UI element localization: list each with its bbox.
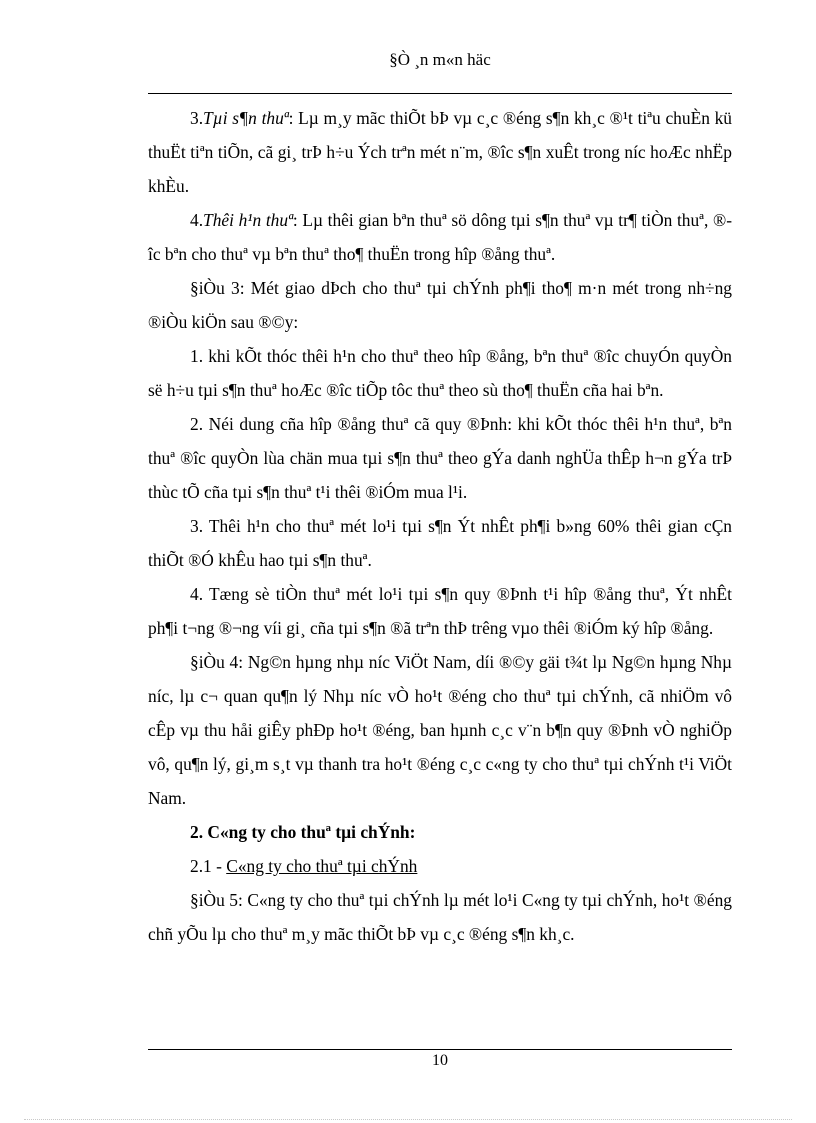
document-body — [148, 101, 732, 951]
paragraph-lease-term — [148, 203, 732, 271]
paragraph-leased-asset — [148, 101, 732, 203]
definition-text: : Lµ thêi gian bªn thuª sö dông tµi s¶n thuª vµ tr¶ tiÒn thuª, ®îc bªn cho thuª vµ bªn thuª tho¶ thuËn trong hîp ®ång thuª. — [148, 210, 732, 264]
paragraph-article-5: §iÒu 5: C«ng ty cho thuª tµi chÝnh lµ mét lo¹i C«ng ty tµi chÝnh, ho¹t ®éng chñ yÕu lµ cho thuª m¸y mãc thiÕt bÞ vµ c¸c ®éng s¶n kh¸c. — [148, 890, 732, 944]
subsection-heading — [148, 849, 732, 883]
footer-divider — [148, 1049, 732, 1050]
term-leased-asset: Tµi s¶n thuª — [203, 108, 289, 128]
page-boundary — [24, 1119, 792, 1120]
item-number: 3. — [190, 108, 204, 128]
header-divider — [148, 93, 732, 94]
paragraph-condition-3: 3. Thêi h¹n cho thuª mét lo¹i tµi s¶n Ýt nhÊt ph¶i b»ng 60% thêi gian cÇn thiÕt ®Ó khÊu hao tµi s¶n thuª. — [148, 516, 732, 570]
page-header: §Ò ¸n m«n häc — [389, 50, 491, 69]
item-number: 4. — [190, 210, 204, 230]
paragraph-condition-2: 2. Néi dung cña hîp ®ång thuª cã quy ®Þnh: khi kÕt thóc thêi h¹n thuª, bªn thuª ®îc quyÒn lùa chän mua tµi s¶n thuª theo gÝa danh nghÜa thÊp h¬n gÝa trÞ thùc tÕ cña tµi s¶n thuª t¹i thêi ®iÓm mua l¹i. — [148, 414, 732, 502]
paragraph-condition-1: 1. khi kÕt thóc thêi h¹n cho thuª theo hîp ®ång, bªn thuª ®îc chuyÓn quyÒn së h÷u tµi s¶n thuª hoÆc ®îc tiÕp tôc thuª theo sù tho¶ thuËn cña hai bªn. — [148, 346, 732, 400]
section-heading: 2. C«ng ty cho thuª tµi chÝnh: — [190, 822, 416, 842]
subsection-number: 2.1 - — [190, 856, 227, 876]
paragraph-article-4: §iÒu 4: Ng©n hµng nhµ níc ViÖt Nam, díi ®©y gäi t¾t lµ Ng©n hµng Nhµ níc, lµ c¬ quan qu¶n lý Nhµ níc vÒ ho¹t ®éng cho thuª tµi chÝnh, cã nhiÖm vô cÊp vµ thu håi giÊy phÐp ho¹t ®éng, ban hµnh c¸c v¨n b¶n quy ®Þnh vÒ nghiÖp vô, qu¶n lý, gi¸m s¸t vµ thanh tra ho¹t ®éng c¸c c«ng ty cho thuª tµi chÝnh t¹i ViÖt Nam. — [148, 652, 732, 808]
page-number: 10 — [432, 1052, 448, 1069]
subsection-title: C«ng ty cho thuª tµi chÝnh — [226, 856, 418, 876]
paragraph-article-3: §iÒu 3: Mét giao dÞch cho thuª tµi chÝnh ph¶i tho¶ m·n mét trong nh÷ng ®iÒu kiÖn sau ®©y: — [148, 278, 732, 332]
term-lease-term: Thêi h¹n thuª — [203, 210, 293, 230]
definition-text: : Lµ m¸y mãc thiÕt bÞ vµ c¸c ®éng s¶n kh¸c ®¹t tiªu chuÈn kü thuËt tiªn tiÕn, cã gi¸ trÞ h÷u Ých trªn mét n¨m, ®îc s¶n xuÊt trong níc hoÆc nhËp khÈu. — [148, 108, 732, 196]
paragraph-condition-4: 4. Tæng sè tiÒn thuª mét lo¹i tµi s¶n quy ®Þnh t¹i hîp ®ång thuª, Ýt nhÊt ph¶i t¬ng ®¬ng víi gi¸ cña tµi s¶n ®ã trªn thÞ trêng vµo thêi ®iÓm ký hîp ®ång. — [148, 584, 732, 638]
